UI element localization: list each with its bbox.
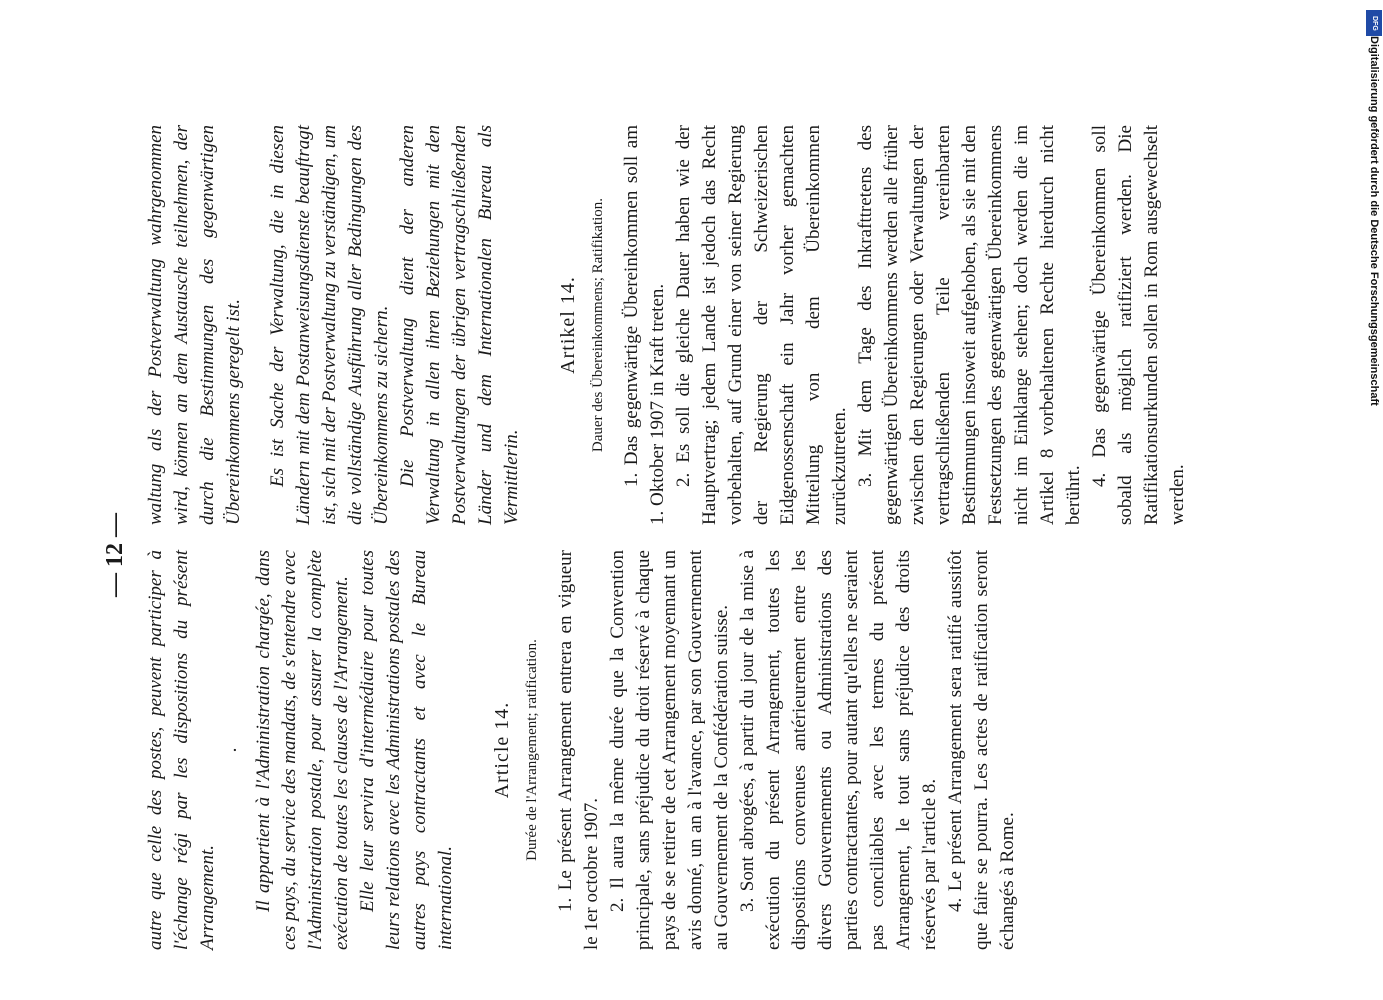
german-item-1: 1. Das gegenwärtige Übereinkommen soll am 1. Oktober 1907 in Kraft treten. <box>621 125 668 525</box>
german-item-2: 2. Es soll die gleiche Dauer haben wie der Hauptvertrag; jedem Lande ist jedoch das Recht vorbehalten, auf Grund einer von seiner Regierung der Regierung der Schweizerischen Eidgenossenschaft ein Jahr vorher gemachten Mitteilung von dem Übereinkommen zurückzutreten. <box>673 125 850 525</box>
french-item-4: 4. Le présent Arrangement sera ratifié aussitôt que faire se pourra. Les actes de ratification seront échangés à Rome. <box>945 550 1018 950</box>
german-column <box>143 125 1191 525</box>
french-para-administration: Il appartient à l'Administration chargée, dans ces pays, du service des mandats, de s'entendre avec l'Administration postale, pour assurer la complète exécution de toutes les clauses de l'Arrangement. <box>253 550 352 950</box>
german-item-4: 4. Das gegenwärtige Übereinkommen soll sobald als möglich ratifiziert werden. Die Ratifikationsurkunden sollen in Rom ausgewechselt werden. <box>1089 125 1188 525</box>
dfg-logo-text: DFG <box>1371 15 1378 31</box>
digitization-credit: Digitalisierung gefördert durch die Deutsche Forschungsgemeinschaft <box>1368 36 1380 406</box>
french-intro: autre que celle des postes, peuvent participer à l'échange régi par les dispositions du présent Arrangement. <box>145 550 218 950</box>
german-intro: waltung als der Postverwaltung wahrgenommen wird, können an dem Austausche teilnehmen, der durch die Bestimmungen des gegenwärtigen Übereinkommens geregelt ist. <box>145 125 244 525</box>
french-article-title: Article 14. <box>491 701 513 799</box>
german-article-subtitle: Dauer des Übereinkommens; Ratifikation. <box>590 197 606 453</box>
german-para-postverwaltung: Die Postverwaltung dient der anderen Verwaltung in allen ihren Beziehungen mit den Postverwaltungen der übrigen vertragschließenden Länder und dem Internationalen Bureau als Vermittlerin. <box>397 125 522 525</box>
german-article-title: Artikel 14. <box>557 276 579 374</box>
french-item-2: 2. Il aura la même durée que la Convention principale, sans préjudice du droit réservé à chaque pays de se retirer de cet Arrangement moyennant un avis donné, un an à l'avance, par son Gouvernement au Gouvernement de la Confédération suisse. <box>607 550 732 950</box>
french-article-subtitle: Durée de l'Arrangement; ratification. <box>524 639 540 861</box>
rotated-document-page <box>95 125 1215 980</box>
german-para-verwaltung: Es ist Sache der Verwaltung, die in diesen Ländern mit dem Postanweisungsdienste beauftragt ist, sich mit der Postverwaltung zu verständigen, um die vollständige Ausführung aller Bedingungen des Übereinkommens zu sichern. <box>267 125 392 525</box>
french-item-1: 1. Le présent Arrangement entrera en vigueur le 1er octobre 1907. <box>555 550 602 950</box>
french-item-3: 3. Sont abrogées, à partir du jour de la mise à exécution du présent Arrangement, toutes les dispositions convenues antérieurement entre les divers Gouvernements ou Administrations des parties contractantes, pour autant qu'elles ne seraient pas conciliables avec les termes du présent Arrangement, le tout sans préjudice des droits réservés par l'article 8. <box>737 550 940 950</box>
separator-dot: · <box>225 746 246 754</box>
german-item-3: 3. Mit dem Tage des Inkrafttretens des gegenwärtigen Übereinkommens werden alle früher zwischen den Regierungen oder Verwaltungen der vertragschließenden Teile vereinbarten Bestimmungen insoweit aufgehoben, als sie mit den Festsetzungen des gegenwärtigen Übereinkommens nicht im Einklange stehen; doch werden die im Artikel 8 vorbehaltenen Rechte hierdurch nicht berührt. <box>855 125 1084 525</box>
french-column <box>143 550 1021 950</box>
french-para-intermediaire: Elle leur servira d'intermédiaire pour toutes leurs relations avec les Administrations postales des autres pays contractants et avec le Bureau international. <box>357 550 456 950</box>
page-number: — 12 — <box>102 513 128 597</box>
